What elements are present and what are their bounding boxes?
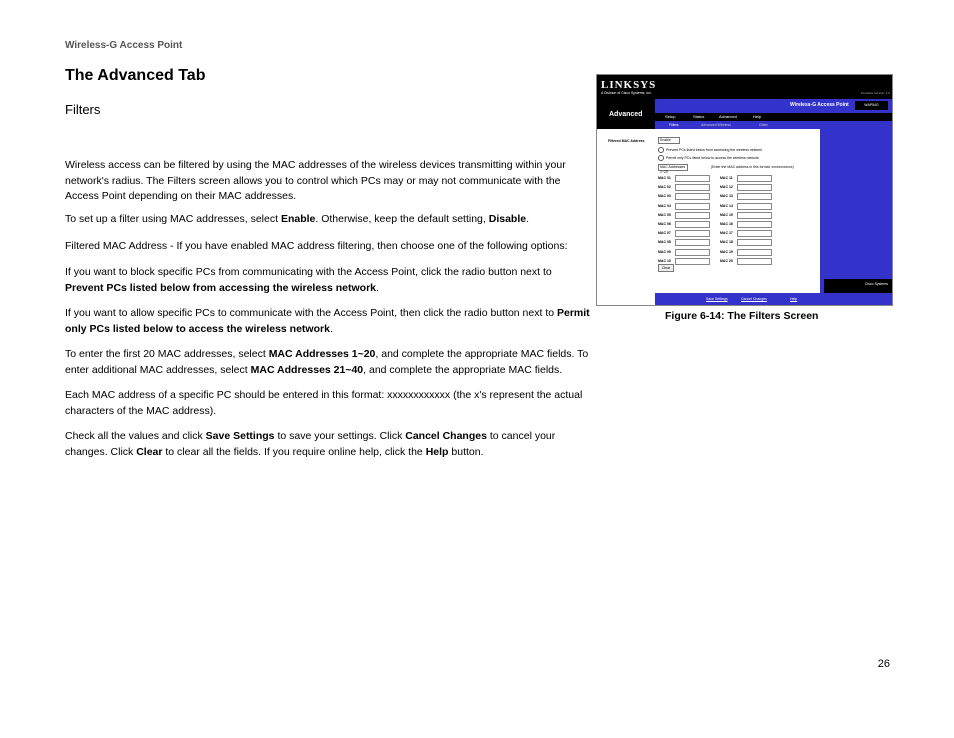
mac-input[interactable]	[675, 239, 710, 246]
mac-input[interactable]	[675, 230, 710, 237]
product-title: Wireless-G Access Point	[790, 102, 849, 108]
subtab-filters[interactable]: Filters	[669, 123, 679, 127]
mac-range-select[interactable]: MAC Addresses 1~20	[658, 164, 688, 171]
subtab-advanced-wireless[interactable]: Advanced Wireless	[701, 123, 731, 127]
mac-label: MAC 02	[658, 185, 671, 190]
figure-left-column	[597, 99, 655, 305]
model-badge: WAP54G	[855, 101, 888, 110]
mac-input[interactable]	[737, 203, 772, 210]
figure-nav-bar	[655, 99, 892, 129]
subtabs-row	[655, 122, 892, 129]
figure-caption: Figure 6-14: The Filters Screen	[665, 310, 819, 322]
mac-label: MAC 07	[658, 231, 671, 236]
mac-label: MAC 20	[720, 258, 733, 263]
mac-label: MAC 09	[658, 249, 671, 254]
linksys-logo: LINKSYS	[601, 79, 657, 91]
subtab-other[interactable]: Other	[759, 123, 768, 127]
help-button[interactable]: Help	[790, 297, 798, 301]
paragraph-prevent: If you want to block specific PCs from communicating with the Access Point, click the radio button next to Prevent PCs listed below from accessing the wireless network.	[65, 266, 552, 294]
firmware-version: Firmware Version: 1.0	[860, 91, 890, 95]
mac-label: MAC 13	[720, 194, 733, 199]
mac-label: MAC 12	[720, 185, 733, 190]
mac-input[interactable]	[675, 193, 710, 200]
paragraph-mac-format: Each MAC address of a specific PC should be entered in this format: xxxxxxxxxxxx (the x's represent the actual characters of the MAC address).	[65, 389, 583, 417]
clear-button[interactable]: Clear	[658, 264, 674, 272]
running-header: Wireless-G Access Point	[65, 40, 183, 51]
mac-label: MAC 19	[720, 249, 733, 254]
mac-input[interactable]	[675, 258, 710, 265]
mac-label: MAC 06	[658, 222, 671, 226]
mac-label: MAC 01	[658, 176, 671, 180]
mac-label: MAC 03	[658, 194, 671, 199]
paragraph-permit: If you want to allow specific PCs to communicate with the Access Point, then click the radio button next to Permit only PCs listed below to access the wireless network.	[65, 307, 590, 335]
tabs-row	[655, 113, 892, 121]
mac-input[interactable]	[737, 193, 772, 200]
mac-input[interactable]	[737, 239, 772, 246]
cancel-changes-button[interactable]: Cancel Changes	[741, 297, 767, 301]
mac-input[interactable]	[737, 221, 772, 228]
mac-label: MAC 11	[720, 176, 733, 180]
mac-input[interactable]	[675, 249, 710, 256]
mac-label: MAC 04	[658, 203, 671, 208]
tab-help[interactable]: Help	[753, 114, 762, 119]
section-subtitle: Filters	[65, 102, 101, 117]
tab-setup[interactable]: Setup	[665, 114, 676, 119]
mac-input[interactable]	[675, 203, 710, 210]
filter-enable-select[interactable]: Enable	[658, 137, 680, 144]
mac-label: MAC 14	[720, 203, 733, 208]
mac-input[interactable]	[737, 258, 772, 265]
mac-label: MAC 05	[658, 212, 671, 217]
tab-advanced[interactable]: Advanced	[719, 114, 737, 119]
mac-label: MAC 08	[658, 240, 671, 245]
page-number: 26	[877, 658, 890, 670]
paragraph-buttons: Check all the values and click Save Settings to save your settings. Click Cancel Changes to cancel your changes. Click Clear to clear all the fields. If you require online help, click the Help button.	[65, 430, 556, 458]
tab-status[interactable]: Status	[693, 114, 705, 119]
mac-input[interactable]	[737, 184, 772, 191]
paragraph-mac-ranges: To enter the first 20 MAC addresses, select MAC Addresses 1~20, and complete the appropriate MAC fields. To enter additional MAC addresses, select MAC Addresses 21~40, and complete the appropriate MAC fields.	[65, 348, 589, 376]
figure-right-column	[820, 129, 892, 293]
mac-input[interactable]	[675, 184, 710, 191]
filters-screen-figure	[596, 74, 893, 306]
mac-input[interactable]	[737, 249, 772, 256]
radio-prevent[interactable]: Prevent PCs listed below from accessing the wireless network	[658, 147, 762, 153]
section-title: The Advanced Tab	[65, 67, 206, 84]
mac-label: MAC 18	[720, 240, 733, 245]
logo-subtitle: A Division of Cisco Systems, Inc.	[601, 91, 652, 95]
mac-label: MAC 15	[720, 212, 733, 217]
radio-permit[interactable]: Permit only PCs listed below to access the wireless network	[658, 155, 759, 161]
mac-input[interactable]	[675, 221, 710, 228]
figure-button-bar	[655, 293, 892, 305]
mac-input[interactable]	[675, 212, 710, 219]
mac-input[interactable]	[675, 175, 710, 182]
filter-mac-label: Filtered MAC Address	[608, 139, 645, 143]
paragraph-enable: To set up a filter using MAC addresses, select Enable. Otherwise, keep the default setting, Disable.	[65, 213, 530, 225]
mac-label: MAC 10	[658, 258, 671, 263]
mac-label: MAC 17	[720, 231, 733, 236]
section-label-box: Advanced	[597, 99, 655, 129]
paragraph-intro: Wireless access can be filtered by using the MAC addresses of the wireless devices transmitting within your network's radius. The Filters screen allows you to control which PCs may or may not communicate with the Access Point depending on their MAC addresses.	[65, 159, 566, 202]
mac-input[interactable]	[737, 212, 772, 219]
paragraph-filtered-mac: Filtered MAC Address - If you have enabled MAC address filtering, then choose one of the following options:	[65, 240, 568, 252]
mac-input[interactable]	[737, 230, 772, 237]
brand-corner-block: Cisco Systems	[824, 279, 892, 293]
mac-input[interactable]	[737, 175, 772, 182]
mac-format-hint: (Enter the MAC address in this format: xxxxxxxxxxxx)	[711, 165, 794, 169]
mac-label: MAC 16	[720, 222, 733, 226]
save-settings-button[interactable]: Save Settings	[706, 297, 728, 301]
